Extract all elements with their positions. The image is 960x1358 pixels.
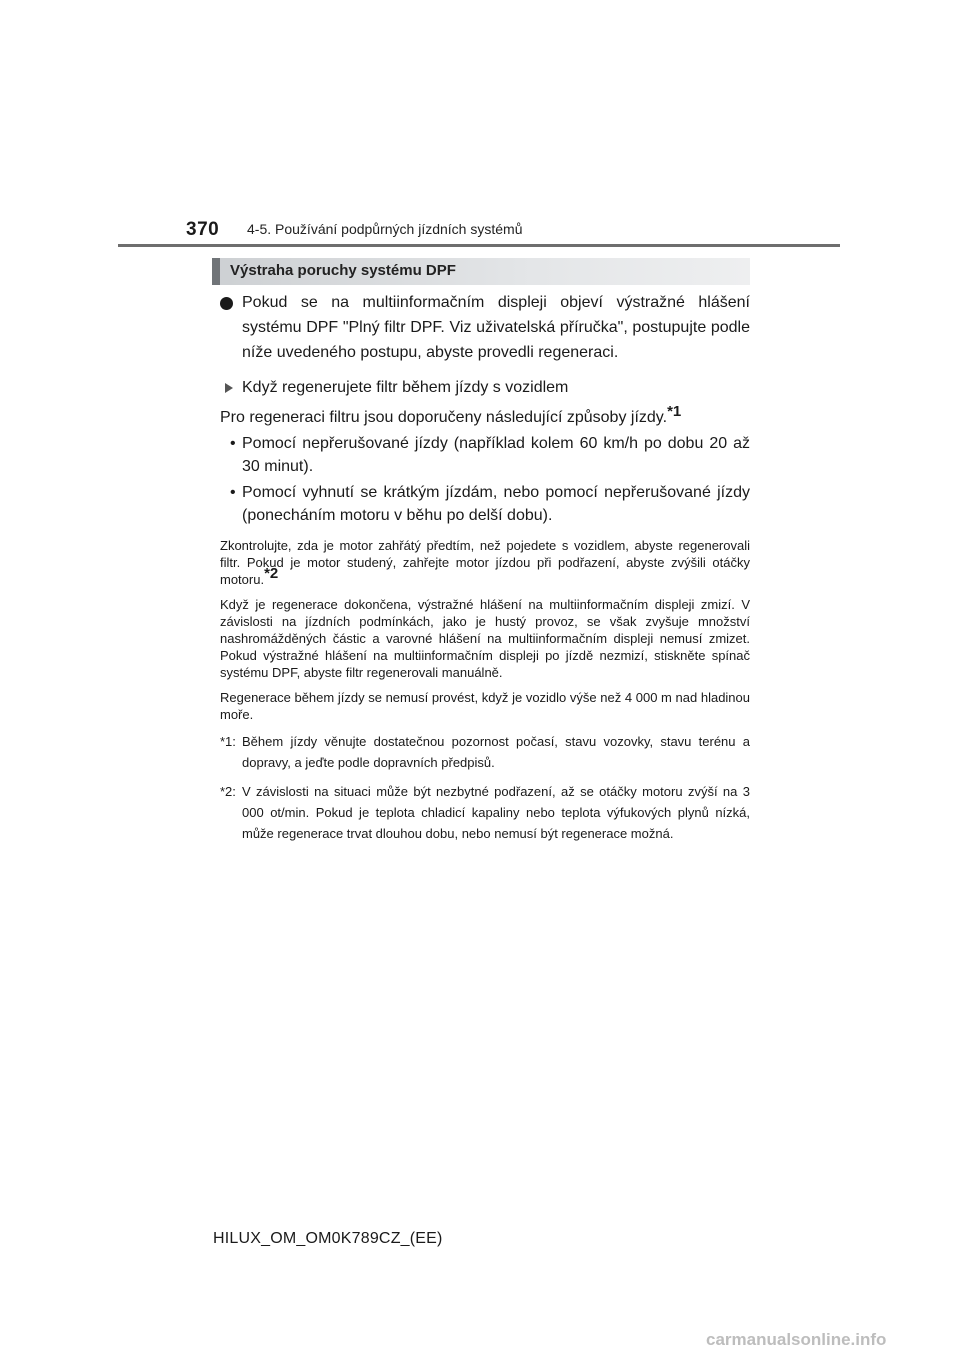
list-item — [220, 432, 750, 478]
footnote-text: V závislosti na situaci může být nezbytné podřazení, až se otáčky motoru zvýší na 3 000 ot/min. Pokud je teplota chladicí kapaliny nebo teplota výfukových plynů nízká, může regenerace trvat dlouhou dobu, nebo nemusí být regenerace možná. — [242, 784, 750, 841]
header-rule — [118, 244, 840, 247]
list-item-text: Pomocí nepřerušované jízdy (například kolem 60 km/h po dobu 20 až 30 minut). — [242, 435, 750, 475]
section-header: 4-5. Používání podpůrných jízdních systémů — [247, 221, 523, 237]
intro-text: Pro regeneraci filtru jsou doporučeny následující způsoby jízdy. — [220, 409, 668, 426]
watermark: carmanualsonline.info — [706, 1330, 887, 1349]
main-bullet — [220, 290, 750, 365]
section-title: Výstraha poruchy systému DPF — [230, 262, 456, 279]
footnote-text: Během jízdy věnujte dostatečnou pozornost počasí, stavu vozovky, stavu terénu a dopravy, a jeďte podle dopravních předpisů. — [242, 734, 750, 770]
page-number: 370 — [186, 219, 220, 240]
intro-ref: *1 — [667, 403, 682, 420]
triangle-right-icon — [225, 383, 233, 393]
note-completion: Když je regenerace dokončena, výstražné hlášení na multiinformačním displeji zmizí. V závislosti na jízdních podmínkách, jako je hustý provoz, se však zvyšuje množství nashromážděných částic a varovné hlášení na multiinformačním displeji nemusí zmizet. Pokud výstražné hlášení na multiinformačním displeji po jízdě nezmizí, stiskněte spínač systému DPF, abyste filtr regenerovali manuálně. — [220, 597, 750, 680]
list-item-text: Pomocí vyhnutí se krátkým jízdám, nebo pomocí nepřerušované jízdy (ponecháním motoru v běhu po delší dobu). — [242, 484, 750, 524]
small-bullet-icon: • — [230, 435, 236, 452]
small-bullet-icon: • — [230, 484, 236, 501]
note-warmup-ref: *2 — [264, 565, 279, 582]
footnote-mark: *2: — [220, 784, 236, 799]
subheading-text: Když regenerujete filtr během jízdy s vozidlem — [242, 379, 569, 396]
bullet-dot-icon — [220, 297, 233, 310]
footnote — [220, 781, 750, 844]
band-marker — [212, 258, 220, 285]
footnote — [220, 731, 750, 773]
subheading — [220, 377, 750, 399]
note-warmup-text: Zkontrolujte, zda je motor zahřátý předtím, než pojedete s vozidlem, abyste regenerovali filtr. Pokud je motor studený, zahřejte motor jízdou při podřazení, abyste zvýšili otáčky motoru. — [220, 538, 750, 587]
section-title-band — [212, 258, 750, 285]
content — [220, 290, 750, 844]
intro-paragraph — [220, 403, 750, 429]
note-warmup — [220, 537, 750, 588]
main-bullet-text: Pokud se na multiinformačním displeji objeví výstražné hlášení systému DPF "Plný filtr DPF. Viz uživatelská příručka", postupujte podle níže uvedeného postupu, abyste provedli regeneraci. — [242, 294, 750, 361]
footer-code: HILUX_OM_OM0K789CZ_(EE) — [213, 1230, 443, 1247]
list-item — [220, 481, 750, 527]
footnote-mark: *1: — [220, 734, 236, 749]
note-altitude: Regenerace během jízdy se nemusí provést, když je vozidlo výše než 4 000 m nad hladinou moře. — [220, 690, 750, 722]
